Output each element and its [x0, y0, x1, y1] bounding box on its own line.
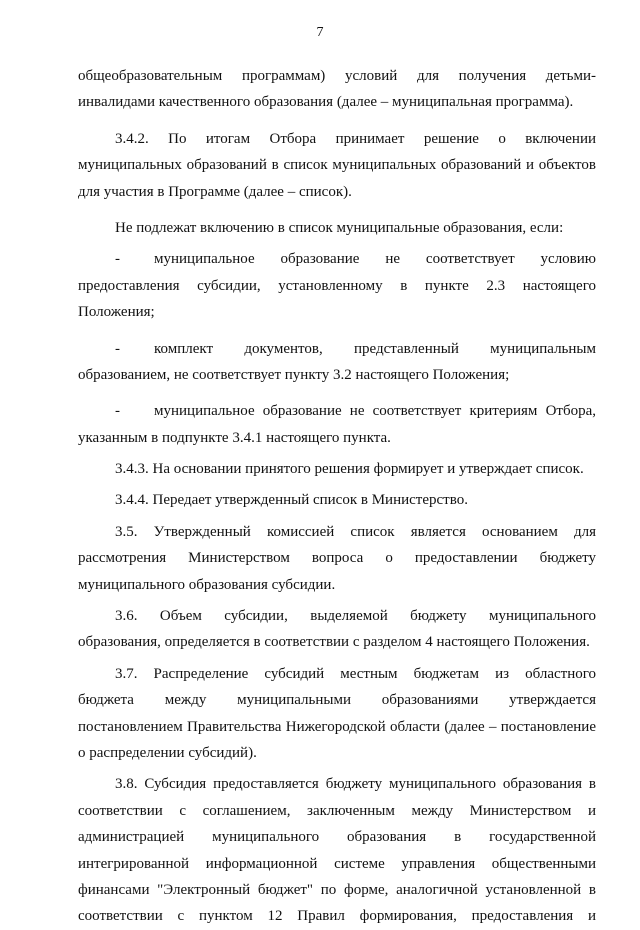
text-line: о распределении субсидий). — [78, 744, 257, 761]
text-line: образованием, не соответствует пункту 3.2 настоящего Положения; — [78, 366, 510, 383]
list-item-first-line — [78, 246, 596, 272]
paragraph-3-4-3 — [78, 456, 596, 482]
text-line: бюджета между муниципальными образованиями утверждается — [78, 692, 596, 709]
text-line: администрацией муниципального образования в государственной — [78, 829, 596, 846]
text-line: муниципальных образований в список муниципальных образований и объектов — [78, 157, 596, 174]
paragraph-continuation — [78, 63, 596, 116]
list-item-first-line — [78, 398, 596, 424]
paragraph-3-6 — [78, 603, 596, 656]
list-item-condition — [78, 246, 596, 325]
text-line: 3.4.4. Передает утвержденный список в Министерство. — [115, 492, 468, 509]
paragraph-3-4-2 — [78, 126, 596, 205]
text-line: соответствии с пунктом 12 Правил формирования, предоставления и — [78, 908, 596, 925]
text-line: муниципальное образование не соответствует условию — [154, 251, 596, 268]
text-line: образования, определяется в соответствии с разделом 4 настоящего Положения. — [78, 634, 590, 651]
text-line: Положения; — [78, 304, 155, 321]
paragraph-exclusion-intro — [78, 215, 596, 241]
paragraph-3-8 — [78, 771, 596, 929]
text-line: муниципальное образование не соответствует критериям Отбора, — [154, 403, 596, 420]
text-line: 3.6. Объем субсидии, выделяемой бюджету муниципального — [115, 608, 596, 625]
page-number: 7 — [316, 25, 324, 40]
text-line: комплект документов, представленный муниципальным — [154, 340, 596, 357]
text-line: Не подлежат включению в список муниципальные образования, если: — [115, 219, 564, 236]
list-dash: - — [115, 403, 120, 420]
text-line: инвалидами качественного образования (далее – муниципальная программа). — [78, 94, 574, 111]
list-item-criteria — [78, 398, 596, 451]
list-item-documents — [78, 336, 596, 389]
paragraph-3-4-4 — [78, 487, 596, 513]
document-body — [78, 63, 596, 930]
text-line: 3.7. Распределение субсидий местным бюджетам из областного — [115, 665, 596, 682]
text-line: 3.5. Утвержденный комиссией список является основанием для — [115, 523, 596, 540]
paragraph-3-7 — [78, 661, 596, 767]
text-line: 3.4.2. По итогам Отбора принимает решение о включении — [115, 130, 596, 147]
text-line: предоставления субсидии, установленному в пункте 2.3 настоящего — [78, 277, 596, 294]
text-line: 3.4.3. На основании принятого решения формирует и утверждает список. — [115, 461, 584, 478]
list-dash: - — [115, 340, 120, 357]
text-line: рассмотрения Министерством вопроса о предоставлении бюджету — [78, 550, 596, 567]
text-line: общеобразовательным программам) условий для получения детьми- — [78, 68, 596, 84]
list-item-first-line — [78, 336, 596, 362]
text-line: финансами "Электронный бюджет" по форме, аналогичной установленной в — [78, 881, 596, 898]
list-dash: - — [115, 251, 120, 268]
text-line: интегрированной информационной системе управления общественными — [78, 855, 596, 872]
text-line: постановлением Правительства Нижегородской области (далее – постановление — [78, 718, 596, 735]
text-line: 3.8. Субсидия предоставляется бюджету муниципального образования в — [115, 776, 596, 793]
text-line: указанным в подпункте 3.4.1 настоящего пункта. — [78, 429, 391, 446]
text-line: соответствии с соглашением, заключенным между Министерством и — [78, 802, 596, 819]
paragraph-3-5 — [78, 519, 596, 598]
text-line: муниципального образования субсидии. — [78, 576, 336, 593]
text-line: для участия в Программе (далее – список). — [78, 183, 352, 200]
